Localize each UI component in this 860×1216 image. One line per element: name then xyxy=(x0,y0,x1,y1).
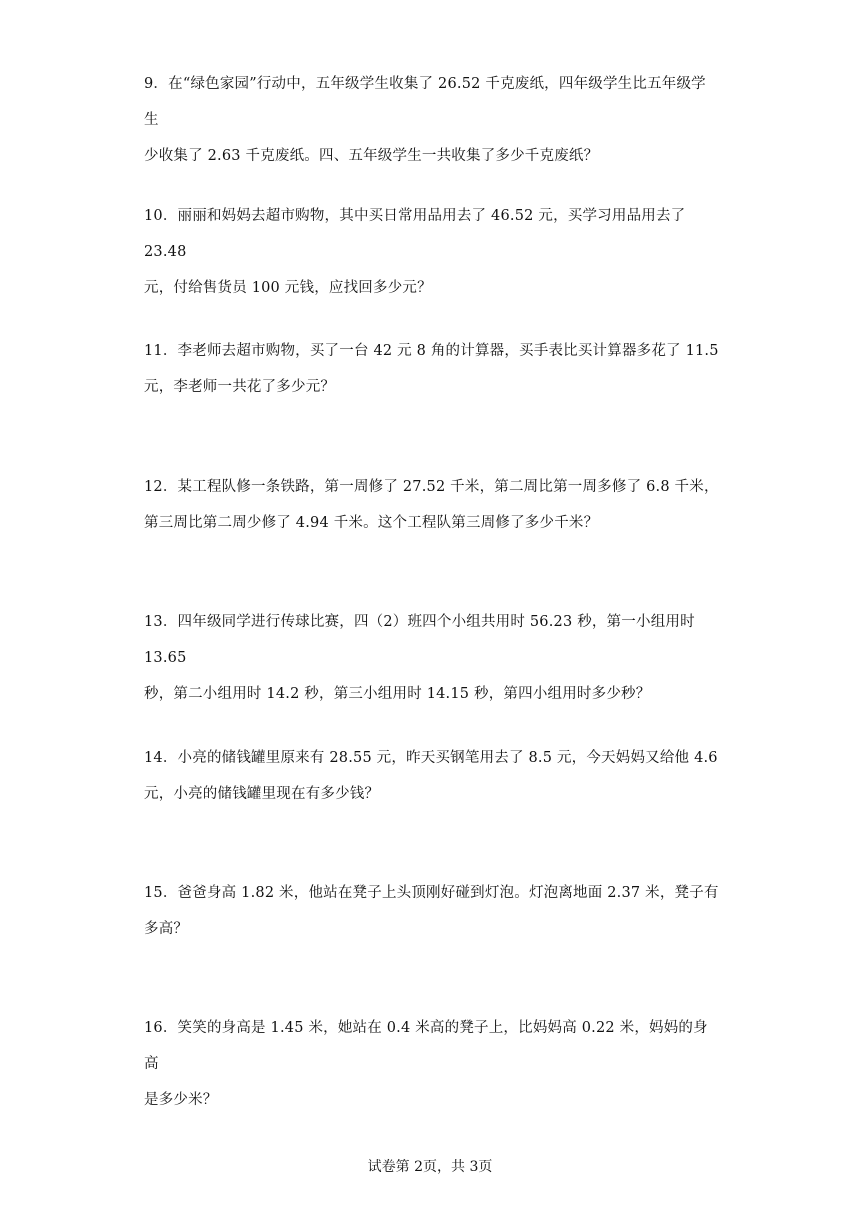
page-footer: 试卷第 2页，共 3页 xyxy=(367,1159,493,1175)
question-9 xyxy=(144,66,720,174)
question-14 xyxy=(144,740,720,812)
question-15-line2: 多高？ xyxy=(144,921,189,937)
question-13 xyxy=(144,604,720,712)
question-15-line1: 15．爸爸身高 1.82 米，他站在凳子上头顶刚好碰到灯泡。灯泡离地面 2.37 米，凳子有 xyxy=(144,885,719,901)
question-14-line1: 14．小亮的储钱罐里原来有 28.55 元，昨天买钢笔用去了 8.5 元，今天妈妈又给他 4.6 xyxy=(144,750,718,766)
question-11 xyxy=(144,333,720,405)
question-12-line1: 12．某工程队修一条铁路，第一周修了 27.52 千米，第二周比第一周多修了 6.8 千米， xyxy=(144,479,719,495)
question-13-line1: 13．四年级同学进行传球比赛，四（2）班四个小组共用时 56.23 秒，第一小组用时 13.65 xyxy=(144,614,695,666)
question-9-line1: 9．在“绿色家园”行动中，五年级学生收集了 26.52 千克废纸，四年级学生比五年级学生 xyxy=(144,76,706,128)
question-16-line2: 是多少米？ xyxy=(144,1092,218,1108)
question-10-line2: 元，付给售货员 100 元钱，应找回多少元？ xyxy=(144,280,432,296)
question-13-line2: 秒，第二小组用时 14.2 秒，第三小组用时 14.15 秒，第四小组用时多少秒？ xyxy=(144,686,651,702)
question-16 xyxy=(144,1010,720,1118)
question-15 xyxy=(144,875,720,947)
question-12-line2: 第三周比第二周少修了 4.94 千米。这个工程队第三周修了多少千米？ xyxy=(144,515,599,531)
question-12 xyxy=(144,469,720,541)
question-9-line2: 少收集了 2.63 千克废纸。四、五年级学生一共收集了多少千克废纸？ xyxy=(144,148,599,164)
question-11-line1: 11．李老师去超市购物，买了一台 42 元 8 角的计算器，买手表比买计算器多花了 11.5 xyxy=(144,343,719,359)
question-14-line2: 元，小亮的储钱罐里现在有多少钱？ xyxy=(144,786,380,802)
question-16-line1: 16．笑笑的身高是 1.45 米，她站在 0.4 米高的凳子上，比妈妈高 0.22 米，妈妈的身高 xyxy=(144,1020,708,1072)
question-10 xyxy=(144,198,720,306)
question-10-line1: 10．丽丽和妈妈去超市购物，其中买日常用品用去了 46.52 元，买学习用品用去了 23.48 xyxy=(144,208,686,260)
question-11-line2: 元，李老师一共花了多少元？ xyxy=(144,379,336,395)
